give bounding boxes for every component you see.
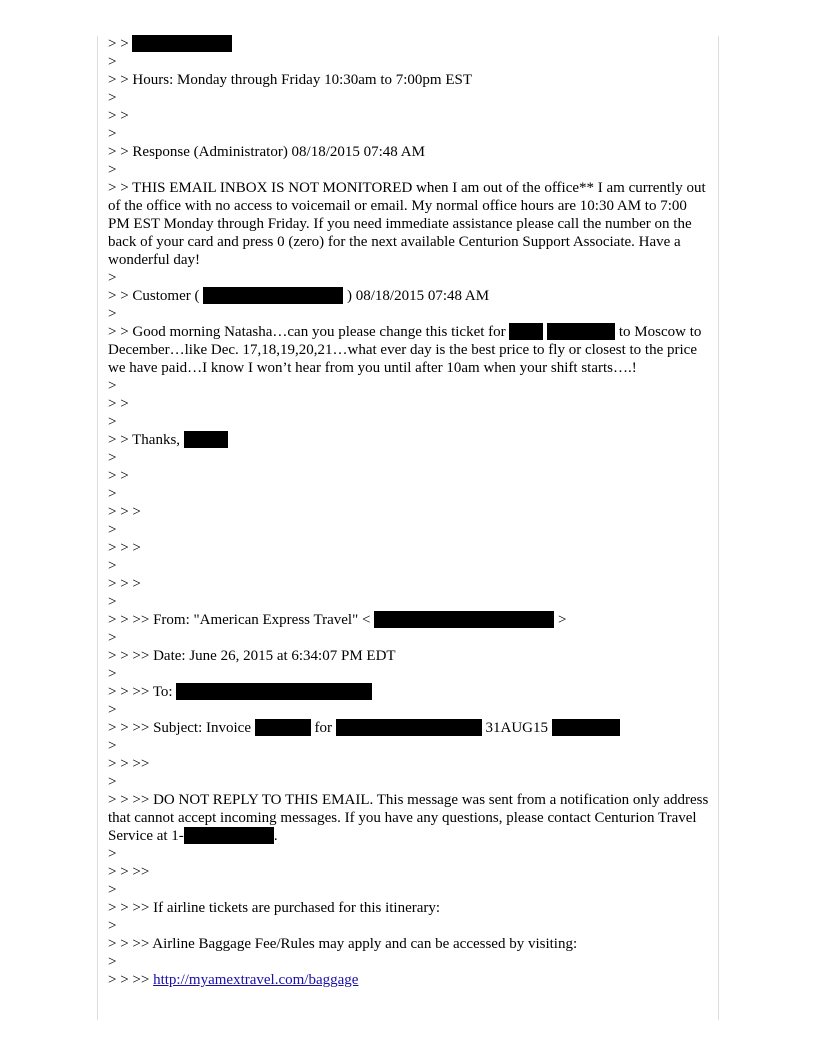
left-margin-rule [97, 36, 98, 1020]
quoted-line: > [108, 918, 117, 934]
redacted-block [184, 827, 274, 844]
quoted-line: > > [108, 468, 129, 484]
quoted-line: > > [108, 108, 129, 124]
quoted-line: > > > [108, 540, 141, 556]
quoted-line: > [108, 846, 117, 862]
redacted-block [509, 323, 543, 340]
customer-request: > > Good morning Natasha…can you please change this ticket for to Moscow to December…like Dec. 17,18,19,20,21…what ever day is the best price to fly or closest to the price we have paid…I know I won’t hear from you until after 10am when your shift starts….! [108, 324, 706, 376]
quoted-line: > > >> [108, 864, 150, 880]
to-line: > > >> To: [108, 683, 712, 701]
date-line: > > >> Date: June 26, 2015 at 6:34:07 PM EDT [108, 648, 396, 664]
redacted-block [552, 719, 620, 736]
quoted-line: > [108, 414, 117, 430]
quoted-line: > [108, 306, 117, 322]
quoted-line: > [108, 90, 117, 106]
quoted-line: > > > [108, 576, 141, 592]
subject-line: > > >> Subject: Invoice for 31AUG15 [108, 719, 712, 737]
quoted-line: > [108, 666, 117, 682]
quoted-line: > [108, 630, 117, 646]
baggage-line: > > >> Airline Baggage Fee/Rules may apply and can be accessed by visiting: [108, 936, 578, 952]
baggage-link[interactable]: http://myamextravel.com/baggage [153, 972, 359, 988]
quoted-line: > [108, 594, 117, 610]
quoted-line: > [108, 702, 117, 718]
redacted-block [203, 287, 343, 304]
redacted-block [132, 35, 232, 52]
customer-header: > > Customer ( ) 08/18/2015 07:48 AM [108, 288, 490, 304]
airline-line: > > >> If airline tickets are purchased for this itinerary: [108, 900, 441, 916]
quoted-line: > [108, 378, 117, 394]
quoted-line: > > >> [108, 756, 150, 772]
redacted-block [255, 719, 311, 736]
quoted-line: > [108, 882, 117, 898]
right-margin-rule [718, 36, 719, 1020]
quoted-line: > [108, 54, 117, 70]
from-line: > > >> From: "American Express Travel" < > [108, 612, 567, 628]
quoted-line: > [108, 450, 117, 466]
quoted-line: > [108, 954, 117, 970]
quoted-line: > > [108, 35, 712, 53]
redacted-block [176, 683, 372, 700]
redacted-block [547, 323, 615, 340]
hours-line: > > Hours: Monday through Friday 10:30am to 7:00pm EST [108, 72, 472, 88]
auto-reply-text: > > THIS EMAIL INBOX IS NOT MONITORED when I am out of the office** I am currently out of the office with no access to voicemail or email. My normal office hours are 10:30 AM to 7:00 PM EST Monday through Friday. If you need immediate assistance please call the number on the back of your card and press 0 (zero) for the next available Centurion Support Associate. Have a wonderful day! [108, 180, 710, 268]
link-line: > > >> http://myamextravel.com/baggage [108, 972, 359, 988]
thanks-line: > > Thanks, [108, 431, 712, 449]
quoted-line: > [108, 126, 117, 142]
response-header: > > Response (Administrator) 08/18/2015 07:48 AM [108, 144, 425, 160]
email-body [108, 35, 712, 989]
quoted-line: > > > [108, 504, 141, 520]
quoted-line: > [108, 162, 117, 178]
quoted-line: > [108, 558, 117, 574]
quoted-line: > > [108, 396, 129, 412]
notice-text: > > >> DO NOT REPLY TO THIS EMAIL. This message was sent from a notification only address that cannot accept incoming messages. If you have any questions, please contact Centurion Travel Service at 1- . [108, 792, 713, 844]
redacted-block [184, 431, 228, 448]
quoted-line: > [108, 270, 117, 286]
redacted-block [336, 719, 482, 736]
redacted-block [374, 611, 554, 628]
quoted-line: > [108, 774, 117, 790]
quoted-line: > [108, 486, 117, 502]
quoted-line: > [108, 738, 117, 754]
quoted-line: > [108, 522, 117, 538]
